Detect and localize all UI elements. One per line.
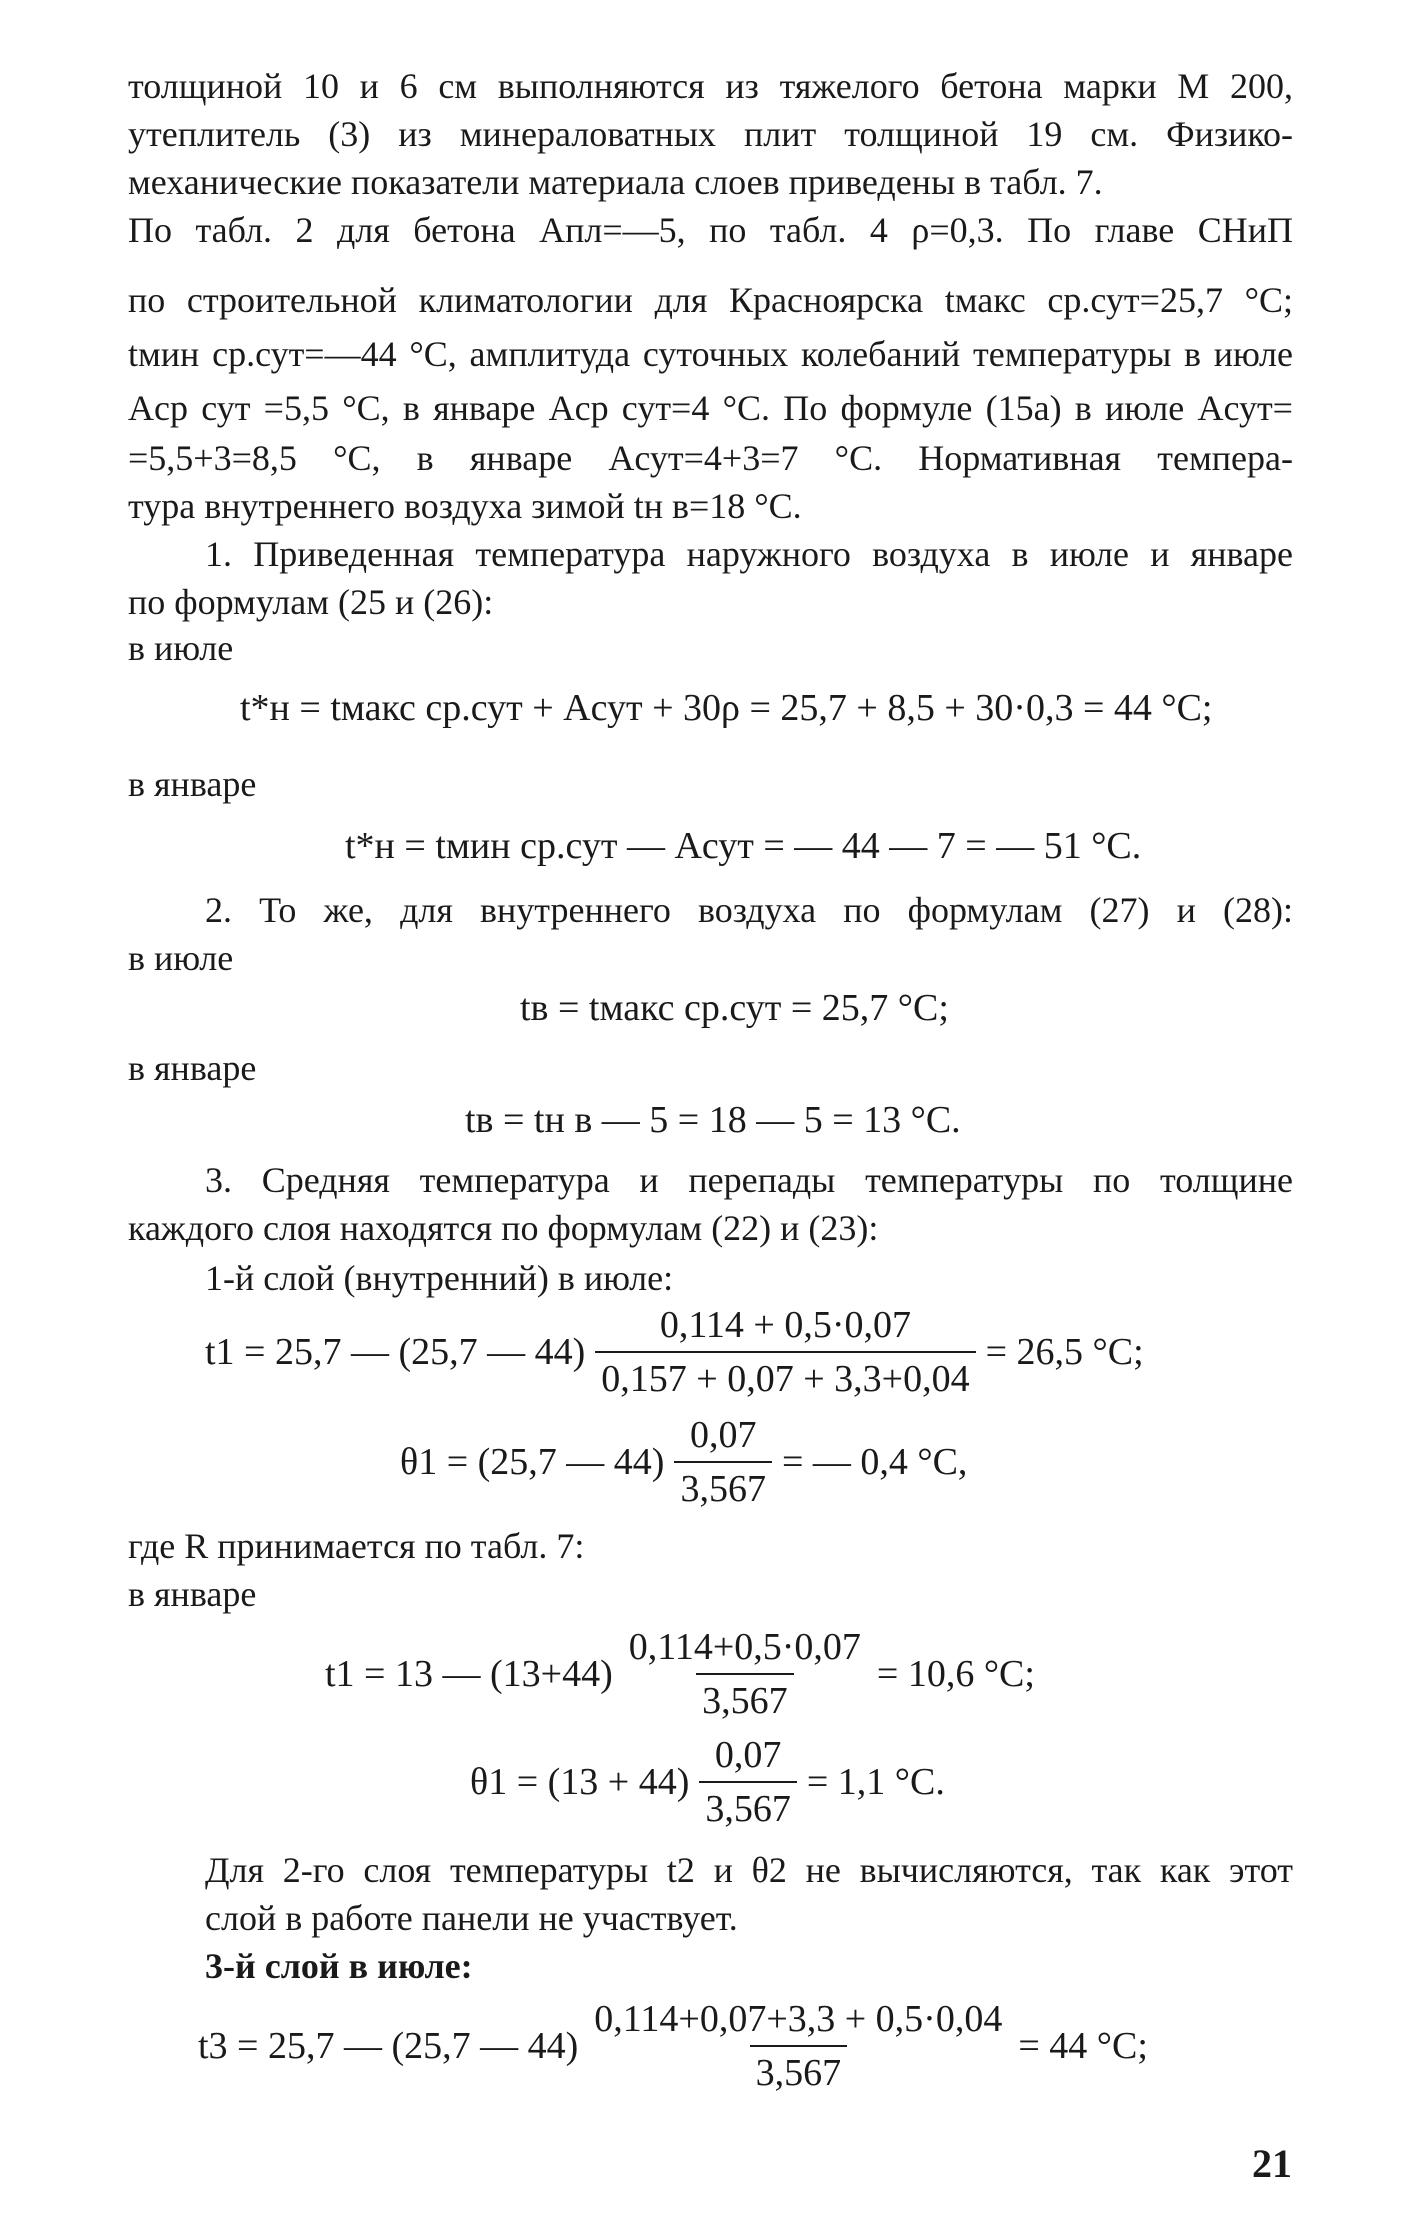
fraction-numerator: 0,114+0,07+3,3 + 0,5·0,04 — [594, 1998, 1003, 2040]
equation-fraction — [205, 1302, 1144, 1402]
fraction-numerator: 0,07 — [714, 1734, 782, 1776]
fraction — [699, 1733, 797, 1831]
paragraph-line: Для 2-го слоя температуры t2 и θ2 не вычисляются, так как этот — [205, 1850, 1293, 1890]
paragraph-line: в январе — [128, 1048, 257, 1088]
fraction — [595, 1303, 975, 1401]
paragraph-line: =5,5+3=8,5 °С, в январе Aсут=4+3=7 °С. Нормативная темпера- — [128, 438, 1293, 478]
paragraph-line: 1-й слой (внутренний) в июле: — [205, 1258, 674, 1298]
equation-lhs: θ1 = (13 + 44) — [470, 1761, 690, 1803]
equation-lhs: t3 = 25,7 — (25,7 — 44) — [198, 2025, 579, 2067]
paragraph-line: в январе — [128, 1574, 257, 1614]
paragraph-line: утеплитель (3) из минераловатных плит толщиной 19 см. Физико- — [128, 114, 1293, 154]
paragraph-line: в июле — [128, 938, 234, 978]
fraction-numerator: 0,07 — [689, 1414, 757, 1456]
fraction-numerator: 0,114+0,5·0,07 — [628, 1626, 861, 1668]
equation-rhs: = — 0,4 °С, — [781, 1441, 968, 1483]
equation-line: t*н = tмакс ср.сут + Aсут + 30ρ = 25,7 + 8,5 + 30·0,3 = 44 °С; — [240, 687, 1213, 729]
paragraph-line: в июле — [128, 628, 234, 668]
equation-fraction — [470, 1732, 945, 1832]
equation-lhs: θ1 = (25,7 — 44) — [400, 1441, 665, 1483]
page-number: 21 — [1252, 2141, 1292, 2186]
fraction — [674, 1413, 772, 1511]
paragraph-line: 1. Приведенная температура наружного воздуха в июле и январе — [205, 534, 1293, 574]
equation-line: t*н = tмин ср.сут — Aсут = — 44 — 7 = — 51 °С. — [345, 825, 1142, 867]
equation-lhs: t1 = 25,7 — (25,7 — 44) — [205, 1331, 586, 1373]
equation-fraction — [198, 1996, 1148, 2096]
equation-lhs: t1 = 13 — (13+44) — [325, 1653, 613, 1695]
equation-line: tв = tмакс ср.сут = 25,7 °С; — [520, 987, 949, 1029]
equation-rhs: = 1,1 °С. — [806, 1761, 945, 1803]
paragraph-line: механические показатели материала слоев приведены в табл. 7. — [128, 162, 1103, 202]
fraction-denominator: 3,567 — [750, 2045, 848, 2095]
paragraph-line: слой в работе панели не участвует. — [205, 1898, 738, 1938]
fraction-denominator: 3,567 — [699, 1781, 797, 1831]
fraction-denominator: 0,157 + 0,07 + 3,3+0,04 — [595, 1351, 975, 1401]
fraction-denominator: 3,567 — [696, 1673, 794, 1723]
equation-fraction — [400, 1412, 967, 1512]
equation-rhs: = 10,6 °С; — [876, 1653, 1035, 1695]
paragraph-line: 3. Средняя температура и перепады температуры по толщине — [205, 1160, 1293, 1200]
fraction — [588, 1997, 1008, 2095]
equation-fraction — [325, 1624, 1035, 1724]
paragraph-line: тура внутреннего воздуха зимой tн в=18 °С. — [128, 486, 802, 526]
paragraph-line: в январе — [128, 764, 257, 804]
paragraph-line: где R принимается по табл. 7: — [128, 1526, 585, 1566]
paragraph-line: по строительной климатологии для Красноярска tмакс ср.сут=25,7 °С; — [128, 280, 1293, 320]
paragraph-line: толщиной 10 и 6 см выполняются из тяжелого бетона марки М 200, — [128, 66, 1293, 106]
fraction — [623, 1625, 867, 1723]
equation-rhs: = 44 °С; — [1018, 2025, 1148, 2067]
paragraph-line: 2. То же, для внутреннего воздуха по формулам (27) и (28): — [205, 890, 1293, 930]
paragraph-line: по формулам (25 и (26): — [128, 582, 494, 622]
paragraph-line: tмин ср.сут=—44 °С, амплитуда суточных колебаний температуры в июле — [128, 334, 1293, 374]
equation-line: tв = tн в — 5 = 18 — 5 = 13 °С. — [465, 1099, 961, 1141]
paragraph-line: Aср сут =5,5 °С, в январе Aср сут=4 °С. По формуле (15а) в июле Aсут= — [128, 388, 1293, 428]
paragraph-line: каждого слоя находятся по формулам (22) и (23): — [128, 1208, 879, 1248]
fraction-denominator: 3,567 — [674, 1461, 772, 1511]
paragraph-line: По табл. 2 для бетона Aпл=—5, по табл. 4 ρ=0,3. По главе СНиП — [128, 210, 1293, 250]
paragraph-line: 3-й слой в июле: — [205, 1946, 473, 1986]
equation-rhs: = 26,5 °С; — [985, 1331, 1144, 1373]
fraction-numerator: 0,114 + 0,5·0,07 — [659, 1304, 912, 1346]
